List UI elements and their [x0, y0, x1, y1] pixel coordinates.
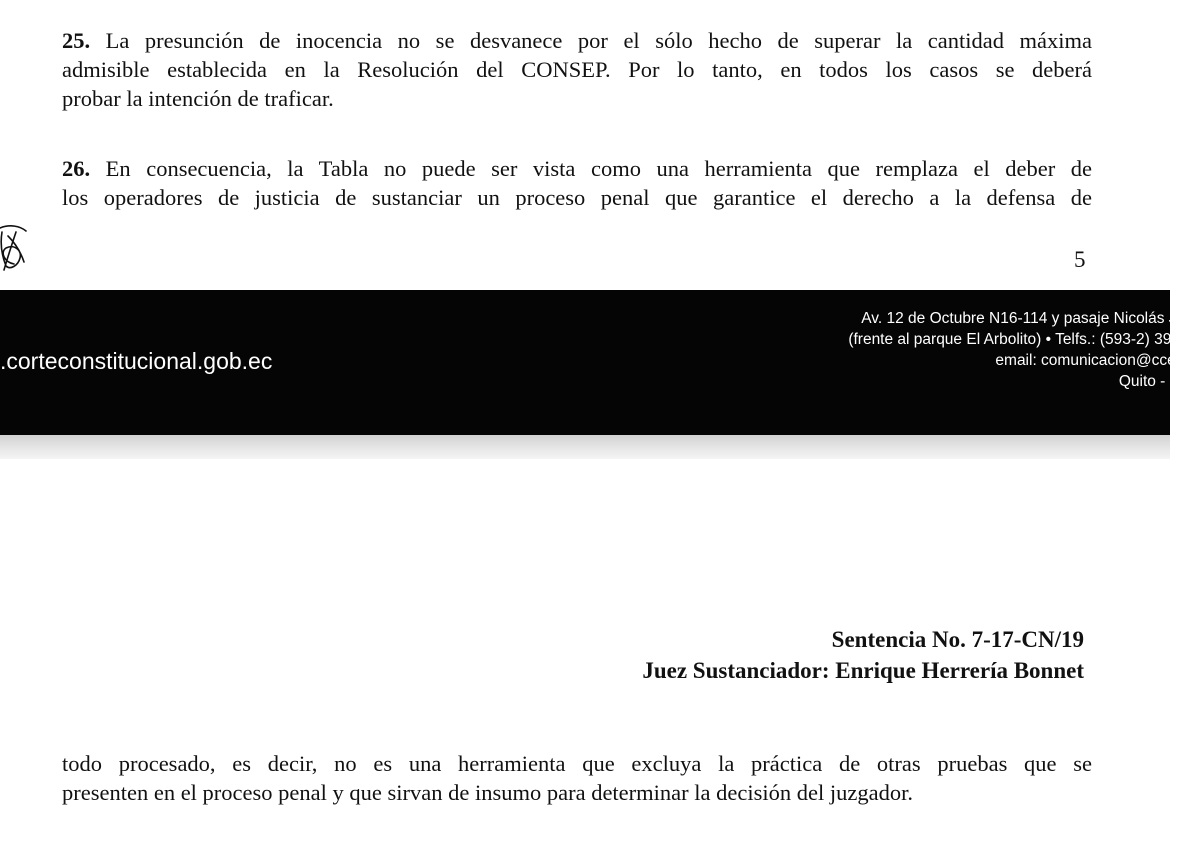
paragraph-number: 26.	[62, 156, 91, 181]
paragraph-number: 25.	[62, 28, 91, 53]
paragraph-line: 25. La presunción de inocencia no se desvanece por el sólo hecho de superar la cantidad máxima	[62, 28, 1092, 53]
footer-email[interactable]: email: comunicacion@cce.	[995, 352, 1180, 369]
paragraph-line: admisible establecida en la Resolución del CONSEP. Por lo tanto, en todos los casos se deberá	[62, 57, 1092, 82]
paragraph-line: 26. En consecuencia, la Tabla no puede ser vista como una herramienta que remplaza el deber de	[62, 156, 1092, 181]
page-separator	[0, 435, 1170, 459]
paragraph-line: los operadores de justicia de sustanciar un proceso penal que garantice el derecho a la defensa de	[62, 185, 1092, 210]
paragraph-line: probar la intención de traficar.	[62, 86, 334, 111]
footer-address-line: Av. 12 de Octubre N16-114 y pasaje Nicolás Ji	[861, 310, 1180, 327]
paragraph-line: todo procesado, es decir, no es una herramienta que excluya la práctica de otras pruebas que se	[62, 751, 1092, 776]
paragraph-26-continuation	[62, 749, 1092, 807]
juez-sustanciador: Juez Sustanciador: Enrique Herrería Bonnet	[642, 658, 1084, 683]
paragraph-25	[62, 26, 1092, 113]
paragraph-line: presenten en el proceso penal y que sirvan de insumo para determinar la decisión del juzgador.	[62, 780, 913, 805]
document-header	[642, 624, 1084, 686]
footer-website-link[interactable]: .corteconstitucional.gob.ec	[0, 348, 273, 374]
footer-address	[848, 308, 1180, 392]
footer-address-line: Quito - E	[1118, 373, 1180, 390]
footer-address-line: (frente al parque El Arbolito) • Telfs.: (593-2) 394	[848, 331, 1180, 348]
signature-icon	[0, 222, 30, 274]
page-number: 5	[1074, 247, 1086, 272]
sentencia-number: Sentencia No. 7-17-CN/19	[831, 627, 1084, 652]
paragraph-26	[62, 154, 1092, 212]
page-footer	[0, 290, 1180, 435]
